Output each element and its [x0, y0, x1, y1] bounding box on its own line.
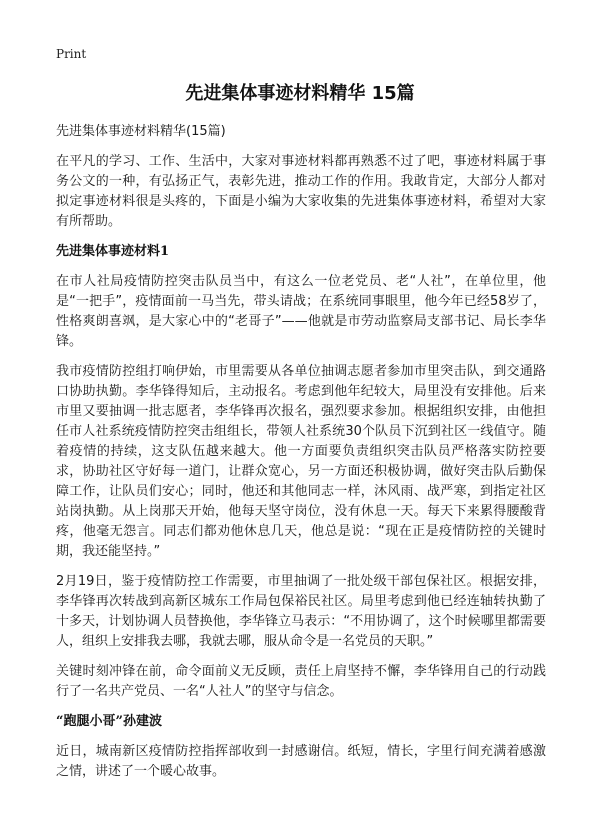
paragraph: 我市疫情防控组打响伊始，市里需要从各单位抽调志愿者参加市里突击队，到交通路口协助执勤。李华锋得知后，主动报名。考虑到他年纪较大，局里没有安排他。后来市里又要抽调一批志愿者，李华锋再次报名，强烈要求参加。根据组织安排，由他担任市人社系统疫情防控突击组组长，带领人社系统30个队员下沉到社区一线值守。随着疫情的持续，这支队伍越来越大。他一方面要负责组织突击队员严格落实防控要求，协助社区守好每一道门，让群众宽心，另一方面还积极协调，做好突击队后勤保障工作，让队员们安心；同时，他还和其他同志一样，沐风雨、战严寒，到指定社区站岗执勤。从上岗那天开始，他每天坚守岗位，没有休息一天。每天下来累得腰酸背疼，他毫无怨言。同志们都劝他休息几天，他总是说：“现在正是疫情防控的关键时期，我还能坚持。” [56, 364, 546, 559]
paragraph: 关键时刻冲锋在前，命令面前义无反顾，责任上肩坚持不懈，李华锋用自己的行动践行了一名共产党员、一名“人社人”的坚守与信念。 [56, 664, 546, 699]
paragraph: 近日，城南新区疫情防控指挥部收到一封感谢信。纸短，情长，字里行间充满着感激之情，讲述了一个暖心故事。 [56, 744, 546, 779]
paragraph: 在市人社局疫情防控突击队员当中，有这么一位老党员、老“人社”，在单位里，他是“一把手”，疫情面前一马当先，带头请战；在系统同事眼里，他今年已经58岁了，性格爽朗喜飒，是大家心中的“老哥子”——他就是市劳动监察局支部书记、局长李华锋。 [56, 274, 546, 349]
article-body [56, 122, 546, 792]
section-heading-1: 先进集体事迹材料1 [56, 244, 170, 259]
intro-paragraph: 在平凡的学习、工作、生活中，大家对事迹材料都再熟悉不过了吧，事迹材料属于事务公文的一种，有弘扬正气，表彰先进，推动工作的作用。我敢肯定，大部分人都对拟定事迹材料很是头疼的，下面是小编为大家收集的先进集体事迹材料，希望对大家有所帮助。 [56, 154, 546, 229]
print-link[interactable]: Print [56, 47, 87, 61]
article-subtitle: 先进集体事迹材料精华(15篇) [56, 124, 226, 139]
page-title: 先进集体事迹材料精华 15篇 [185, 83, 415, 104]
section-heading-2: “跑腿小哥”孙建波 [56, 714, 162, 729]
paragraph: 2月19日，鉴于疫情防控工作需要，市里抽调了一批处级干部包保社区。根据安排，李华锋再次转战到高新区城东工作局包保裕民社区。局里考虑到他已经连轴转执勤了十多天，计划协调人员替换他，李华锋立马表示：“不用协调了，这个时候哪里都需要人，组织上安排我去哪，我就去哪，服从命令是一名党员的天职。” [56, 574, 546, 649]
